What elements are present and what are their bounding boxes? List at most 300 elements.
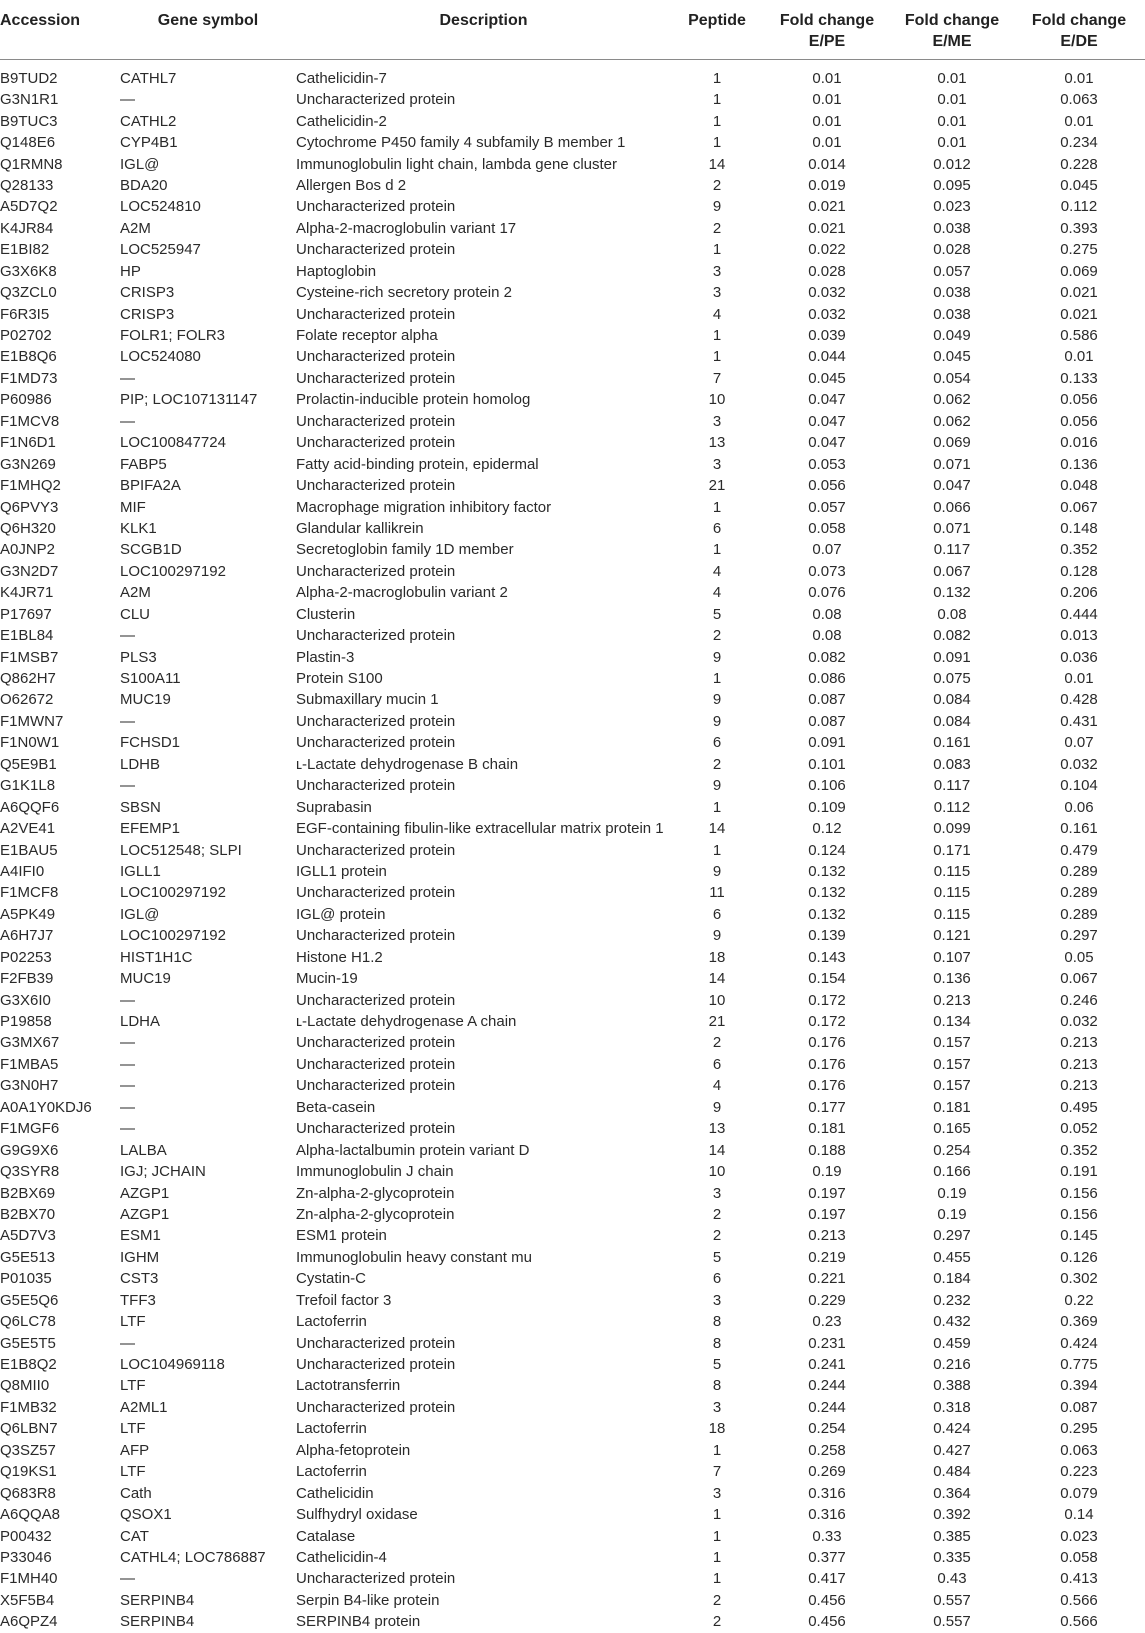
fold-change-pe-cell: 0.047 — [808, 434, 846, 452]
peptide-cell: 2 — [712, 627, 722, 645]
description-cell: Haptoglobin — [296, 262, 377, 280]
table-row — [0, 239, 1145, 260]
table-row — [0, 1311, 1145, 1332]
table-row — [0, 1097, 1145, 1118]
fold-change-me-cell: 0.045 — [933, 348, 971, 366]
fold-change-me-cell: 0.181 — [933, 1098, 971, 1116]
table-row — [0, 754, 1145, 775]
description-cell: Immunoglobulin J chain — [296, 1163, 454, 1181]
gene-symbol-cell: MIF — [120, 498, 146, 516]
fold-change-de-cell: 0.161 — [1060, 820, 1098, 838]
fold-change-me-cell: 0.157 — [933, 1034, 971, 1052]
fold-change-me-cell: 0.115 — [933, 862, 971, 880]
gene-symbol-cell: — — [120, 1077, 135, 1095]
peptide-cell: 1 — [712, 1548, 722, 1566]
fold-change-pe-cell: 0.269 — [808, 1463, 846, 1481]
fold-change-pe-cell: 0.456 — [808, 1591, 846, 1609]
fold-change-de-cell: 0.394 — [1060, 1377, 1098, 1395]
fold-change-de-cell: 0.479 — [1060, 841, 1098, 859]
description-cell: Clusterin — [296, 605, 356, 623]
fold-change-de-cell: 0.191 — [1060, 1163, 1098, 1181]
description-cell: Glandular kallikrein — [296, 519, 424, 537]
fold-change-pe-header-line2: E/PE — [808, 33, 846, 50]
description-cell: Lactotransferrin — [296, 1377, 401, 1395]
fold-change-me-cell: 0.054 — [933, 369, 971, 387]
gene-symbol-cell: FABP5 — [120, 455, 167, 473]
fold-change-me-cell: 0.01 — [937, 134, 967, 152]
fold-change-me-cell: 0.134 — [933, 1013, 971, 1031]
accession-cell: P02253 — [0, 948, 52, 966]
peptide-cell: 2 — [712, 176, 722, 194]
fold-change-me-cell: 0.19 — [937, 1205, 967, 1223]
table-row — [0, 861, 1145, 882]
description-cell: Cysteine-rich secretory protein 2 — [296, 284, 512, 302]
table-row — [0, 625, 1145, 646]
fold-change-me-cell: 0.115 — [933, 905, 971, 923]
table-row — [0, 689, 1145, 710]
header-row — [0, 0, 1145, 60]
table-row — [0, 1568, 1145, 1589]
accession-cell: P60986 — [0, 391, 52, 409]
fold-change-pe-cell: 0.082 — [808, 648, 846, 666]
table-row — [0, 1547, 1145, 1568]
gene-symbol-cell: LOC100297192 — [120, 562, 226, 580]
fold-change-pe-cell: 0.316 — [808, 1484, 846, 1502]
peptide-cell: 2 — [712, 1034, 722, 1052]
peptide-cell: 1 — [712, 541, 722, 559]
peptide-cell: 3 — [712, 455, 722, 473]
description-cell: Mucin-19 — [296, 970, 358, 988]
fold-change-pe-cell: 0.08 — [812, 605, 842, 623]
peptide-cell: 13 — [708, 1120, 726, 1138]
description-cell: Uncharacterized protein — [296, 1334, 456, 1352]
accession-cell: Q1RMN8 — [0, 155, 63, 173]
peptide-cell: 2 — [712, 1227, 722, 1245]
accession-cell: Q8MII0 — [0, 1377, 50, 1395]
peptide-cell: 1 — [712, 1570, 722, 1588]
gene-symbol-cell: LOC100847724 — [120, 434, 226, 452]
fold-change-de-cell: 0.032 — [1060, 1013, 1098, 1031]
table-row — [0, 1332, 1145, 1353]
gene-symbol-cell: — — [120, 1034, 135, 1052]
fold-change-me-cell: 0.08 — [937, 605, 967, 623]
fold-change-me-cell: 0.117 — [933, 541, 971, 559]
table-row — [0, 1204, 1145, 1225]
accession-cell: G3X6K8 — [0, 262, 57, 280]
fold-change-pe-cell: 0.047 — [808, 391, 846, 409]
description-cell: Lactoferrin — [296, 1420, 367, 1438]
gene-symbol-cell: IGL@ — [120, 155, 160, 173]
fold-change-me-cell: 0.01 — [937, 112, 967, 130]
description-cell: Uncharacterized protein — [296, 884, 456, 902]
fold-change-pe-cell: 0.254 — [808, 1420, 846, 1438]
table-row — [0, 132, 1145, 153]
peptide-cell: 1 — [712, 70, 722, 87]
fold-change-pe-cell: 0.032 — [808, 284, 846, 302]
table-row — [0, 947, 1145, 968]
gene-symbol-cell: CATHL4; LOC786887 — [120, 1548, 266, 1566]
peptide-cell: 9 — [712, 691, 722, 709]
table-row — [0, 303, 1145, 324]
fold-change-pe-cell: 0.258 — [808, 1441, 846, 1459]
accession-cell: A0A1Y0KDJ6 — [0, 1098, 92, 1116]
description-cell: IGLL1 protein — [296, 862, 387, 880]
peptide-cell: 4 — [712, 584, 722, 602]
accession-cell: Q6LC78 — [0, 1313, 56, 1331]
description-cell: Uncharacterized protein — [296, 1356, 456, 1374]
fold-change-me-cell: 0.038 — [933, 305, 971, 323]
gene-symbol-cell: CYP4B1 — [120, 134, 178, 152]
fold-change-me-cell: 0.038 — [933, 219, 971, 237]
peptide-cell: 9 — [712, 927, 722, 945]
table-row — [0, 368, 1145, 389]
fold-change-pe-cell: 0.101 — [808, 755, 846, 773]
fold-change-de-cell: 0.22 — [1064, 1291, 1094, 1309]
accession-cell: Q3SZ57 — [0, 1441, 56, 1459]
fold-change-me-cell: 0.335 — [933, 1548, 971, 1566]
description-cell: Serpin B4-like protein — [296, 1591, 440, 1609]
description-cell: Trefoil factor 3 — [296, 1291, 392, 1309]
fold-change-me-cell: 0.318 — [933, 1398, 971, 1416]
peptide-cell: 2 — [712, 219, 722, 237]
gene-symbol-cell: LOC524810 — [120, 198, 201, 216]
description-cell: Uncharacterized protein — [296, 627, 456, 645]
gene-symbol-cell: CAT — [120, 1527, 149, 1545]
gene-symbol-cell: KLK1 — [120, 519, 157, 537]
table-row — [0, 582, 1145, 603]
table-row — [0, 1504, 1145, 1525]
fold-change-de-cell: 0.424 — [1060, 1334, 1098, 1352]
gene-symbol-cell: ESM1 — [120, 1227, 161, 1245]
fold-change-pe-cell: 0.176 — [808, 1077, 846, 1095]
table-row — [0, 646, 1145, 667]
fold-change-pe-cell: 0.231 — [808, 1334, 846, 1352]
peptide-cell: 3 — [712, 284, 722, 302]
accession-cell: F1MWN7 — [0, 712, 64, 730]
table-row — [0, 1290, 1145, 1311]
description-cell: Cathelicidin-2 — [296, 112, 387, 130]
gene-symbol-cell: HP — [120, 262, 141, 280]
gene-symbol-cell: LTF — [120, 1313, 146, 1331]
fold-change-pe-cell: 0.028 — [808, 262, 846, 280]
accession-cell: P02702 — [0, 327, 52, 345]
peptide-cell: 14 — [708, 1141, 726, 1159]
fold-change-pe-cell: 0.087 — [808, 712, 846, 730]
fold-change-de-cell: 0.213 — [1060, 1055, 1098, 1073]
table-row — [0, 1590, 1145, 1611]
gene-symbol-cell: — — [120, 91, 135, 109]
fold-change-me-cell: 0.216 — [933, 1356, 971, 1374]
fold-change-pe-cell: 0.244 — [808, 1377, 846, 1395]
fold-change-me-cell: 0.297 — [933, 1227, 971, 1245]
table-row — [0, 1225, 1145, 1246]
peptide-cell: 11 — [709, 884, 725, 902]
gene-symbol-cell: — — [120, 991, 135, 1009]
fold-change-de-cell: 0.295 — [1060, 1420, 1098, 1438]
peptide-cell: 3 — [712, 1184, 722, 1202]
fold-change-de-cell: 0.413 — [1060, 1570, 1098, 1588]
description-cell: Uncharacterized protein — [296, 241, 456, 259]
peptide-cell: 1 — [712, 134, 722, 152]
accession-cell: Q6H320 — [0, 519, 56, 537]
fold-change-de-header-line1: Fold change — [1031, 12, 1127, 29]
accession-cell: F1MGF6 — [0, 1120, 60, 1138]
description-cell: EGF-containing fibulin-like extracellular matrix protein 1 — [296, 820, 664, 838]
fold-change-me-cell: 0.047 — [933, 477, 971, 495]
peptide-cell: 1 — [712, 91, 722, 109]
fold-change-de-cell: 0.052 — [1060, 1120, 1098, 1138]
fold-change-de-cell: 0.206 — [1060, 584, 1098, 602]
gene-symbol-cell: IGHM — [120, 1248, 160, 1266]
fold-change-pe-cell: 0.032 — [808, 305, 846, 323]
fold-change-me-cell: 0.364 — [933, 1484, 971, 1502]
fold-change-me-cell: 0.424 — [933, 1420, 971, 1438]
description-header: Description — [296, 0, 671, 60]
gene-symbol-cell: MUC19 — [120, 970, 171, 988]
description-cell: SERPINB4 protein — [296, 1613, 421, 1631]
fold-change-de-cell: 0.228 — [1060, 155, 1098, 173]
fold-change-de-cell: 0.213 — [1060, 1034, 1098, 1052]
fold-change-me-cell: 0.075 — [933, 670, 971, 688]
description-cell: Uncharacterized protein — [296, 348, 456, 366]
description-cell: Zn-alpha-2-glycoprotein — [296, 1184, 455, 1202]
gene-symbol-cell: LOC104969118 — [120, 1356, 225, 1374]
gene-symbol-cell: AZGP1 — [120, 1205, 170, 1223]
fold-change-pe-cell: 0.132 — [808, 884, 846, 902]
fold-change-de-cell: 0.063 — [1060, 91, 1098, 109]
fold-change-de-cell: 0.223 — [1060, 1463, 1098, 1481]
fold-change-de-cell: 0.016 — [1060, 434, 1098, 452]
gene-symbol-cell: LOC524080 — [120, 348, 201, 366]
peptide-cell: 1 — [712, 327, 722, 345]
fold-change-pe-cell: 0.01 — [812, 134, 842, 152]
accession-cell: G3N0H7 — [0, 1077, 59, 1095]
fold-change-me-cell: 0.254 — [933, 1141, 971, 1159]
fold-change-me-cell: 0.213 — [933, 991, 971, 1009]
fold-change-de-cell: 0.148 — [1060, 519, 1098, 537]
accession-cell: G5E5T5 — [0, 1334, 56, 1352]
fold-change-me-cell: 0.184 — [933, 1270, 971, 1288]
peptide-cell: 1 — [712, 241, 722, 259]
peptide-cell: 1 — [712, 498, 722, 516]
peptide-cell: 4 — [712, 562, 722, 580]
fold-change-de-cell: 0.586 — [1060, 327, 1098, 345]
fold-change-me-cell: 0.012 — [933, 155, 971, 173]
fold-change-de-header-line2: E/DE — [1060, 33, 1098, 50]
fold-change-de-cell: 0.566 — [1060, 1591, 1098, 1609]
fold-change-pe-cell: 0.019 — [808, 176, 846, 194]
accession-cell: P00432 — [0, 1527, 52, 1545]
gene-symbol-cell: LOC100297192 — [120, 884, 226, 902]
accession-cell: K4JR84 — [0, 219, 54, 237]
accession-cell: Q3ZCL0 — [0, 284, 57, 302]
accession-cell: A6QQA8 — [0, 1506, 61, 1524]
gene-symbol-cell: LOC100297192 — [120, 927, 226, 945]
fold-change-pe-cell: 0.176 — [808, 1055, 846, 1073]
fold-change-de-cell: 0.056 — [1060, 412, 1098, 430]
gene-symbol-cell: — — [120, 1098, 135, 1116]
table-row — [0, 1182, 1145, 1203]
gene-symbol-cell: SERPINB4 — [120, 1591, 195, 1609]
gene-symbol-cell: — — [120, 1570, 135, 1588]
description-cell: Uncharacterized protein — [296, 1570, 456, 1588]
fold-change-pe-cell: 0.01 — [812, 91, 842, 109]
accession-cell: Q19KS1 — [0, 1463, 57, 1481]
peptide-cell: 1 — [712, 798, 722, 816]
fold-change-de-cell: 0.087 — [1060, 1398, 1098, 1416]
accession-cell: B2BX69 — [0, 1184, 56, 1202]
peptide-cell: 18 — [708, 948, 726, 966]
gene-symbol-cell: A2M — [120, 219, 151, 237]
description-cell: ESM1 protein — [296, 1227, 387, 1245]
peptide-cell: 1 — [712, 670, 722, 688]
fold-change-pe-cell: 0.073 — [808, 562, 846, 580]
peptide-cell: 14 — [708, 155, 726, 173]
gene-symbol-cell: LDHB — [120, 755, 161, 773]
fold-change-me-cell: 0.459 — [933, 1334, 971, 1352]
gene-symbol-cell: — — [120, 627, 135, 645]
gene-symbol-cell: A2ML1 — [120, 1398, 168, 1416]
description-cell: Alpha-fetoprotein — [296, 1441, 411, 1459]
table-row — [0, 1525, 1145, 1546]
fold-change-pe-cell: 0.172 — [808, 1013, 846, 1031]
gene-symbol-cell: HIST1H1C — [120, 948, 193, 966]
table-row — [0, 668, 1145, 689]
fold-change-de-cell: 0.021 — [1060, 284, 1098, 302]
fold-change-pe-cell: 0.19 — [812, 1163, 842, 1181]
fold-change-pe-cell: 0.022 — [808, 241, 846, 259]
table-row — [0, 261, 1145, 282]
gene-symbol-cell: — — [120, 369, 135, 387]
fold-change-pe-cell: 0.087 — [808, 691, 846, 709]
fold-change-pe-cell: 0.109 — [808, 798, 846, 816]
description-cell: Uncharacterized protein — [296, 991, 456, 1009]
fold-change-me-cell: 0.121 — [933, 927, 971, 945]
fold-change-de-cell: 0.246 — [1060, 991, 1098, 1009]
fold-change-de-cell: 0.112 — [1060, 198, 1098, 216]
accession-cell: O62672 — [0, 691, 54, 709]
table-row — [0, 325, 1145, 346]
fold-change-pe-cell: 0.172 — [808, 991, 846, 1009]
gene-symbol-cell: QSOX1 — [120, 1506, 172, 1524]
fold-change-pe-cell: 0.23 — [812, 1313, 842, 1331]
fold-change-me-cell: 0.069 — [933, 434, 971, 452]
fold-change-de-cell: 0.302 — [1060, 1270, 1098, 1288]
fold-change-pe-cell: 0.124 — [808, 841, 846, 859]
peptide-cell: 1 — [712, 1527, 722, 1545]
fold-change-me-cell: 0.136 — [933, 970, 971, 988]
table-body — [0, 60, 1145, 1633]
peptide-cell: 6 — [712, 734, 722, 752]
description-cell: Uncharacterized protein — [296, 91, 456, 109]
fold-change-pe-cell: 0.456 — [808, 1613, 846, 1631]
accession-cell: G3MX67 — [0, 1034, 60, 1052]
fold-change-de-cell: 0.067 — [1060, 970, 1098, 988]
fold-change-de-cell: 0.428 — [1060, 691, 1098, 709]
fold-change-pe-cell: 0.213 — [808, 1227, 846, 1245]
description-cell: Uncharacterized protein — [296, 477, 456, 495]
fold-change-pe-cell: 0.197 — [808, 1184, 846, 1202]
peptide-cell: 9 — [712, 198, 722, 216]
fold-change-me-cell: 0.067 — [933, 562, 971, 580]
table-row — [0, 1118, 1145, 1139]
table-row — [0, 925, 1145, 946]
table-row — [0, 839, 1145, 860]
accession-cell: B2BX70 — [0, 1205, 56, 1223]
fold-change-me-cell: 0.107 — [933, 948, 971, 966]
peptide-cell: 3 — [712, 1398, 722, 1416]
table-row — [0, 411, 1145, 432]
fold-change-me-cell: 0.19 — [937, 1184, 967, 1202]
accession-cell: A0JNP2 — [0, 541, 56, 559]
accession-cell: A6QPZ4 — [0, 1613, 58, 1631]
accession-cell: G1K1L8 — [0, 777, 56, 795]
description-cell: Fatty acid-binding protein, epidermal — [296, 455, 539, 473]
peptide-cell: 21 — [708, 477, 726, 495]
gene-symbol-cell: LTF — [120, 1463, 146, 1481]
accession-cell: G3N2D7 — [0, 562, 59, 580]
fold-change-de-cell: 0.032 — [1060, 755, 1098, 773]
gene-symbol-cell: LOC525947 — [120, 241, 201, 259]
accession-cell: F6R3I5 — [0, 305, 50, 323]
peptide-cell: 2 — [712, 1205, 722, 1223]
description-cell: Plastin-3 — [296, 648, 355, 666]
description-cell: Protein S100 — [296, 670, 383, 688]
peptide-cell: 7 — [712, 369, 722, 387]
table-row — [0, 518, 1145, 539]
accession-cell: A2VE41 — [0, 820, 56, 838]
description-cell: Cystatin-C — [296, 1270, 367, 1288]
table-row — [0, 968, 1145, 989]
peptide-cell: 10 — [708, 991, 726, 1009]
fold-change-pe-cell: 0.014 — [808, 155, 846, 173]
fold-change-me-cell: 0.557 — [933, 1591, 971, 1609]
fold-change-de-cell: 0.289 — [1060, 884, 1098, 902]
accession-cell: G9G9X6 — [0, 1141, 59, 1159]
fold-change-me-cell: 0.028 — [933, 241, 971, 259]
gene-symbol-cell: CATHL7 — [120, 70, 177, 87]
gene-symbol-cell: TFF3 — [120, 1291, 156, 1309]
gene-symbol-cell: SCGB1D — [120, 541, 182, 559]
table-row — [0, 389, 1145, 410]
fold-change-de-cell: 0.775 — [1060, 1356, 1098, 1374]
description-cell: Alpha-lactalbumin protein variant D — [296, 1141, 530, 1159]
description-cell: Cytochrome P450 family 4 subfamily B member 1 — [296, 134, 626, 152]
description-cell: Lactoferrin — [296, 1313, 367, 1331]
description-cell: Uncharacterized protein — [296, 841, 456, 859]
peptide-cell: 13 — [708, 434, 726, 452]
fold-change-pe-cell: 0.047 — [808, 412, 846, 430]
table-row — [0, 475, 1145, 496]
fold-change-me-cell: 0.557 — [933, 1613, 971, 1631]
fold-change-pe-cell: 0.057 — [808, 498, 846, 516]
accession-cell: Q5E9B1 — [0, 755, 57, 773]
description-cell: Uncharacterized protein — [296, 434, 456, 452]
accession-cell: F2FB39 — [0, 970, 54, 988]
fold-change-me-cell: 0.01 — [937, 91, 967, 109]
gene-symbol-cell: AFP — [120, 1441, 150, 1459]
fold-change-me-cell: 0.388 — [933, 1377, 971, 1395]
accession-cell: E1BL84 — [0, 627, 54, 645]
accession-cell: A5D7V3 — [0, 1227, 56, 1245]
gene-symbol-cell: — — [120, 777, 135, 795]
gene-symbol-cell: PIP; LOC107131147 — [120, 391, 258, 409]
accession-cell: Q862H7 — [0, 670, 56, 688]
accession-header: Accession — [0, 0, 120, 60]
accession-cell: Q28133 — [0, 176, 54, 194]
fold-change-me-cell: 0.232 — [933, 1291, 971, 1309]
peptide-cell: 7 — [712, 1463, 722, 1481]
